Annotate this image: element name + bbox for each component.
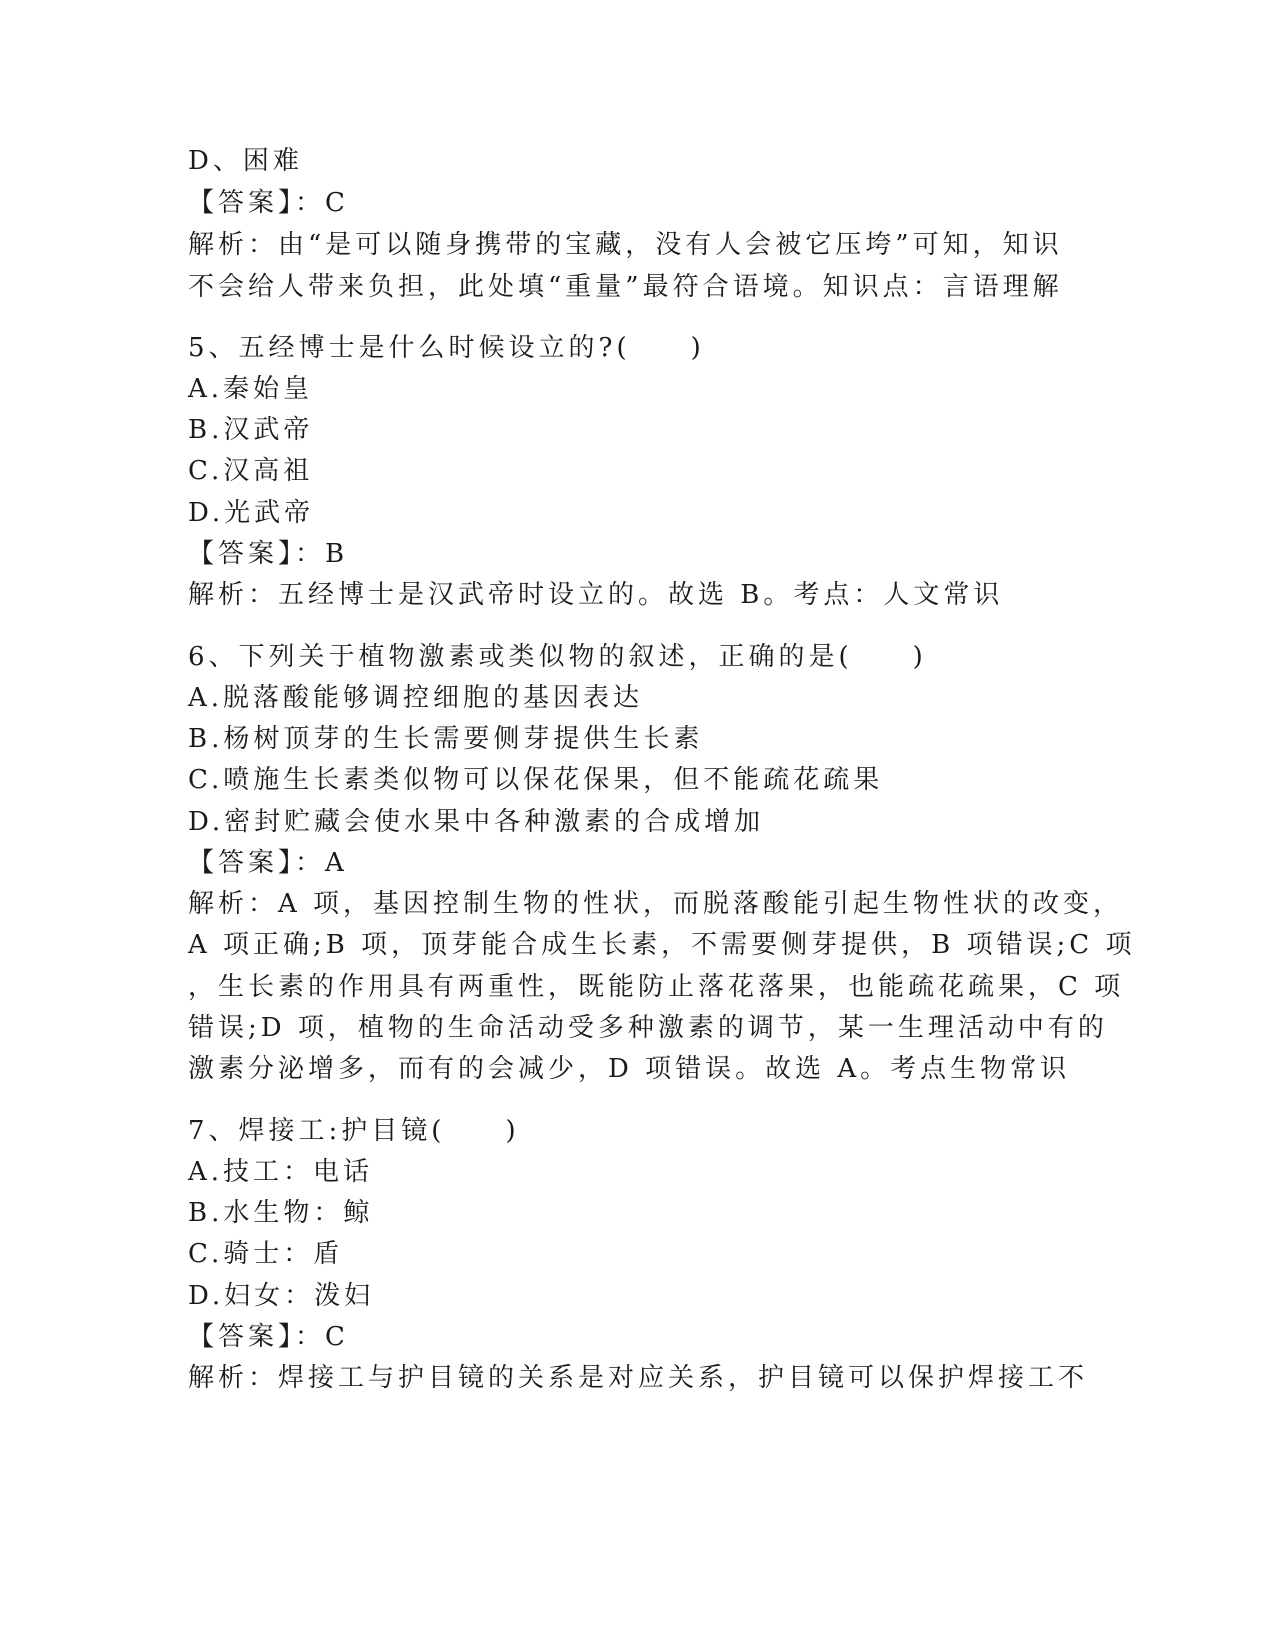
q5-option-c: C.汉高祖	[188, 456, 314, 486]
q4-analysis-line: 解析：由“是可以随身携带的宝藏，没有人会被它压垮”可知，知识	[188, 230, 1063, 260]
q7-option-a: A.技工：电话	[188, 1157, 374, 1187]
q6-option-d: D.密封贮藏会使水果中各种激素的合成增加	[188, 807, 765, 837]
q7-option-c: C.骑士：盾	[188, 1239, 344, 1269]
q7-option-b: B.水生物：鲸	[188, 1198, 374, 1228]
q4-analysis-line: 不会给人带来负担，此处填“重量”最符合语境。知识点：言语理解	[188, 272, 1063, 302]
q5-answer: 【答案】：B	[188, 539, 349, 569]
q4-answer: 【答案】：C	[188, 188, 349, 218]
q7-question: 7、焊接工:护目镜( )	[188, 1116, 520, 1146]
q5-option-a: A.秦始皇	[188, 374, 314, 404]
q7-answer: 【答案】：C	[188, 1322, 349, 1352]
q5-question: 5、五经博士是什么时候设立的?( )	[188, 333, 705, 363]
q5-analysis-line: 解析：五经博士是汉武帝时设立的。故选 B。考点：人文常识	[188, 580, 1004, 610]
q4-option-d: D、困难	[188, 146, 303, 176]
q6-analysis-line: ，生长素的作用具有两重性，既能防止落花落果，也能疏花疏果，C 项	[188, 972, 1125, 1002]
q6-option-b: B.杨树顶芽的生长需要侧芽提供生长素	[188, 724, 704, 754]
q6-option-c: C.喷施生长素类似物可以保花保果，但不能疏花疏果	[188, 765, 884, 795]
q7-analysis-line: 解析：焊接工与护目镜的关系是对应关系，护目镜可以保护焊接工不	[188, 1363, 1089, 1393]
q6-question: 6、下列关于植物激素或类似物的叙述，正确的是( )	[188, 642, 927, 672]
q6-analysis-line: 错误;D 项，植物的生命活动受多种激素的调节，某一生理活动中有的	[188, 1013, 1108, 1043]
q6-answer: 【答案】：A	[188, 848, 348, 878]
q6-analysis-line: 激素分泌增多，而有的会减少，D 项错误。故选 A。考点生物常识	[188, 1054, 1071, 1084]
q6-option-a: A.脱落酸能够调控细胞的基因表达	[188, 683, 644, 713]
q7-option-d: D.妇女：泼妇	[188, 1281, 375, 1311]
q5-option-d: D.光武帝	[188, 498, 315, 528]
q6-analysis-line: 解析：A 项，基因控制生物的性状，而脱落酸能引起生物性状的改变，	[188, 889, 1124, 919]
q5-option-b: B.汉武帝	[188, 415, 314, 445]
q6-analysis-line: A 项正确;B 项，顶芽能合成生长素，不需要侧芽提供，B 项错误;C 项	[188, 930, 1136, 960]
